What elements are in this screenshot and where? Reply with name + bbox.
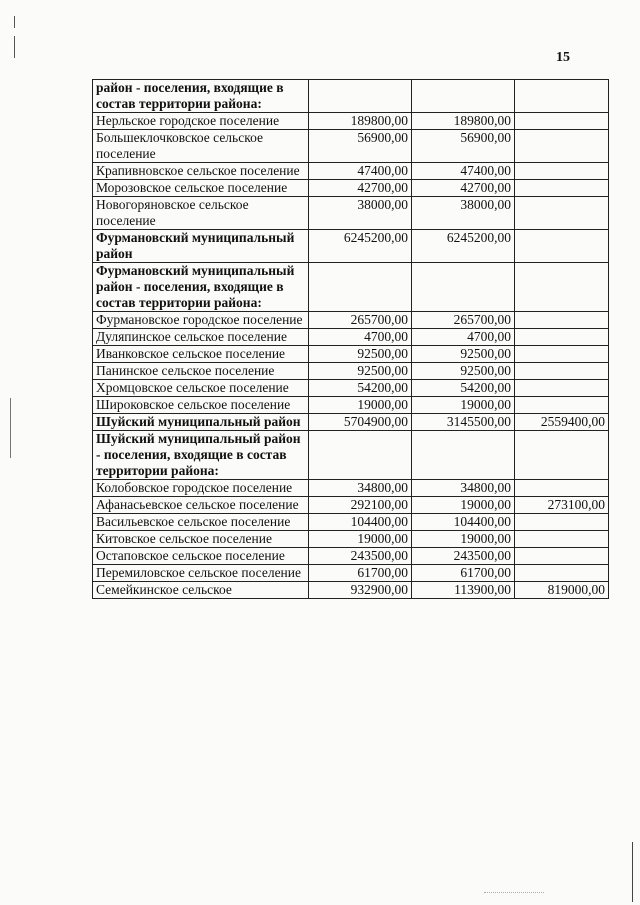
- amount-second-cell: 189800,00: [412, 113, 515, 130]
- amount-second-cell: [412, 431, 515, 480]
- amount-third-cell: [515, 329, 609, 346]
- amount-total-cell: [309, 263, 412, 312]
- amount-second-cell: 19000,00: [412, 497, 515, 514]
- amount-third-cell: [515, 180, 609, 197]
- budget-table: [92, 79, 609, 599]
- municipality-name-cell: район - поселения, входящие в состав территории района:: [93, 80, 309, 113]
- amount-second-cell: 38000,00: [412, 197, 515, 230]
- table-row: [93, 180, 609, 197]
- amount-second-cell: 6245200,00: [412, 230, 515, 263]
- amount-total-cell: 243500,00: [309, 548, 412, 565]
- amount-second-cell: 34800,00: [412, 480, 515, 497]
- amount-third-cell: [515, 514, 609, 531]
- table-row: [93, 197, 609, 230]
- table-row: [93, 163, 609, 180]
- amount-second-cell: 61700,00: [412, 565, 515, 582]
- amount-third-cell: 2559400,00: [515, 414, 609, 431]
- amount-total-cell: 92500,00: [309, 346, 412, 363]
- municipality-name-cell: Иванковское сельское поселение: [93, 346, 309, 363]
- municipality-name-cell: Нерльское городское поселение: [93, 113, 309, 130]
- municipality-name-cell: Шуйский муниципальный район: [93, 414, 309, 431]
- amount-second-cell: 104400,00: [412, 514, 515, 531]
- municipality-name-cell: Морозовское сельское поселение: [93, 180, 309, 197]
- amount-total-cell: 47400,00: [309, 163, 412, 180]
- amount-third-cell: [515, 363, 609, 380]
- amount-second-cell: 19000,00: [412, 531, 515, 548]
- amount-second-cell: 92500,00: [412, 363, 515, 380]
- municipality-name-cell: Новогоряновское сельское поселение: [93, 197, 309, 230]
- amount-second-cell: 54200,00: [412, 380, 515, 397]
- amount-third-cell: [515, 480, 609, 497]
- amount-total-cell: 19000,00: [309, 531, 412, 548]
- municipality-name-cell: Остаповское сельское поселение: [93, 548, 309, 565]
- amount-total-cell: 54200,00: [309, 380, 412, 397]
- amount-total-cell: 265700,00: [309, 312, 412, 329]
- municipality-name-cell: Крапивновское сельское поселение: [93, 163, 309, 180]
- amount-third-cell: 819000,00: [515, 582, 609, 599]
- amount-total-cell: 42700,00: [309, 180, 412, 197]
- amount-total-cell: 92500,00: [309, 363, 412, 380]
- amount-third-cell: [515, 565, 609, 582]
- amount-second-cell: 243500,00: [412, 548, 515, 565]
- amount-total-cell: 6245200,00: [309, 230, 412, 263]
- table-row: [93, 565, 609, 582]
- municipality-name-cell: Китовское сельское поселение: [93, 531, 309, 548]
- table-row: [93, 263, 609, 312]
- amount-second-cell: 265700,00: [412, 312, 515, 329]
- municipality-name-cell: Фурмановский муниципальный район - поселения, входящие в состав территории района:: [93, 263, 309, 312]
- scan-mark: [14, 36, 15, 58]
- amount-third-cell: [515, 531, 609, 548]
- table-row: [93, 346, 609, 363]
- municipality-name-cell: Большеклочковское сельское поселение: [93, 130, 309, 163]
- amount-total-cell: 61700,00: [309, 565, 412, 582]
- amount-total-cell: 4700,00: [309, 329, 412, 346]
- amount-total-cell: 34800,00: [309, 480, 412, 497]
- amount-total-cell: [309, 80, 412, 113]
- amount-third-cell: 273100,00: [515, 497, 609, 514]
- amount-total-cell: [309, 431, 412, 480]
- table-row: [93, 130, 609, 163]
- amount-second-cell: 4700,00: [412, 329, 515, 346]
- amount-third-cell: [515, 431, 609, 480]
- amount-total-cell: 5704900,00: [309, 414, 412, 431]
- table-row: [93, 80, 609, 113]
- amount-third-cell: [515, 312, 609, 329]
- amount-second-cell: 92500,00: [412, 346, 515, 363]
- amount-third-cell: [515, 263, 609, 312]
- table-row: [93, 312, 609, 329]
- municipality-name-cell: Панинское сельское поселение: [93, 363, 309, 380]
- table-row: [93, 480, 609, 497]
- scan-smudge: [484, 886, 544, 893]
- amount-total-cell: 104400,00: [309, 514, 412, 531]
- amount-total-cell: 19000,00: [309, 397, 412, 414]
- amount-third-cell: [515, 113, 609, 130]
- amount-third-cell: [515, 80, 609, 113]
- municipality-name-cell: Перемиловское сельское поселение: [93, 565, 309, 582]
- amount-second-cell: 47400,00: [412, 163, 515, 180]
- municipality-name-cell: Хромцовское сельское поселение: [93, 380, 309, 397]
- table-row: [93, 582, 609, 599]
- municipality-name-cell: Шуйский муниципальный район - поселения, входящие в состав территории района:: [93, 431, 309, 480]
- table-row: [93, 531, 609, 548]
- amount-third-cell: [515, 130, 609, 163]
- table-row: [93, 548, 609, 565]
- budget-table-body: [93, 80, 609, 599]
- municipality-name-cell: Афанасьевское сельское поселение: [93, 497, 309, 514]
- amount-third-cell: [515, 230, 609, 263]
- amount-third-cell: [515, 163, 609, 180]
- amount-third-cell: [515, 548, 609, 565]
- page-number: 15: [556, 50, 570, 65]
- municipality-name-cell: Семейкинское сельское: [93, 582, 309, 599]
- table-row: [93, 363, 609, 380]
- table-row: [93, 113, 609, 130]
- amount-second-cell: 113900,00: [412, 582, 515, 599]
- table-row: [93, 431, 609, 480]
- amount-second-cell: 42700,00: [412, 180, 515, 197]
- municipality-name-cell: Колобовское городское поселение: [93, 480, 309, 497]
- table-row: [93, 380, 609, 397]
- scan-mark: [632, 842, 633, 902]
- amount-total-cell: 932900,00: [309, 582, 412, 599]
- table-row: [93, 497, 609, 514]
- municipality-name-cell: Фурмановский муниципальный район: [93, 230, 309, 263]
- amount-total-cell: 56900,00: [309, 130, 412, 163]
- amount-second-cell: [412, 80, 515, 113]
- table-row: [93, 230, 609, 263]
- table-row: [93, 414, 609, 431]
- amount-total-cell: 38000,00: [309, 197, 412, 230]
- municipality-name-cell: Васильевское сельское поселение: [93, 514, 309, 531]
- amount-third-cell: [515, 380, 609, 397]
- scan-mark: [14, 16, 15, 28]
- amount-total-cell: 189800,00: [309, 113, 412, 130]
- municipality-name-cell: Фурмановское городское поселение: [93, 312, 309, 329]
- amount-second-cell: [412, 263, 515, 312]
- municipality-name-cell: Дуляпинское сельское поселение: [93, 329, 309, 346]
- amount-third-cell: [515, 197, 609, 230]
- amount-second-cell: 56900,00: [412, 130, 515, 163]
- table-row: [93, 514, 609, 531]
- amount-total-cell: 292100,00: [309, 497, 412, 514]
- amount-second-cell: 3145500,00: [412, 414, 515, 431]
- amount-second-cell: 19000,00: [412, 397, 515, 414]
- municipality-name-cell: Широковское сельское поселение: [93, 397, 309, 414]
- table-row: [93, 329, 609, 346]
- amount-third-cell: [515, 397, 609, 414]
- table-row: [93, 397, 609, 414]
- scan-mark: [10, 398, 11, 458]
- amount-third-cell: [515, 346, 609, 363]
